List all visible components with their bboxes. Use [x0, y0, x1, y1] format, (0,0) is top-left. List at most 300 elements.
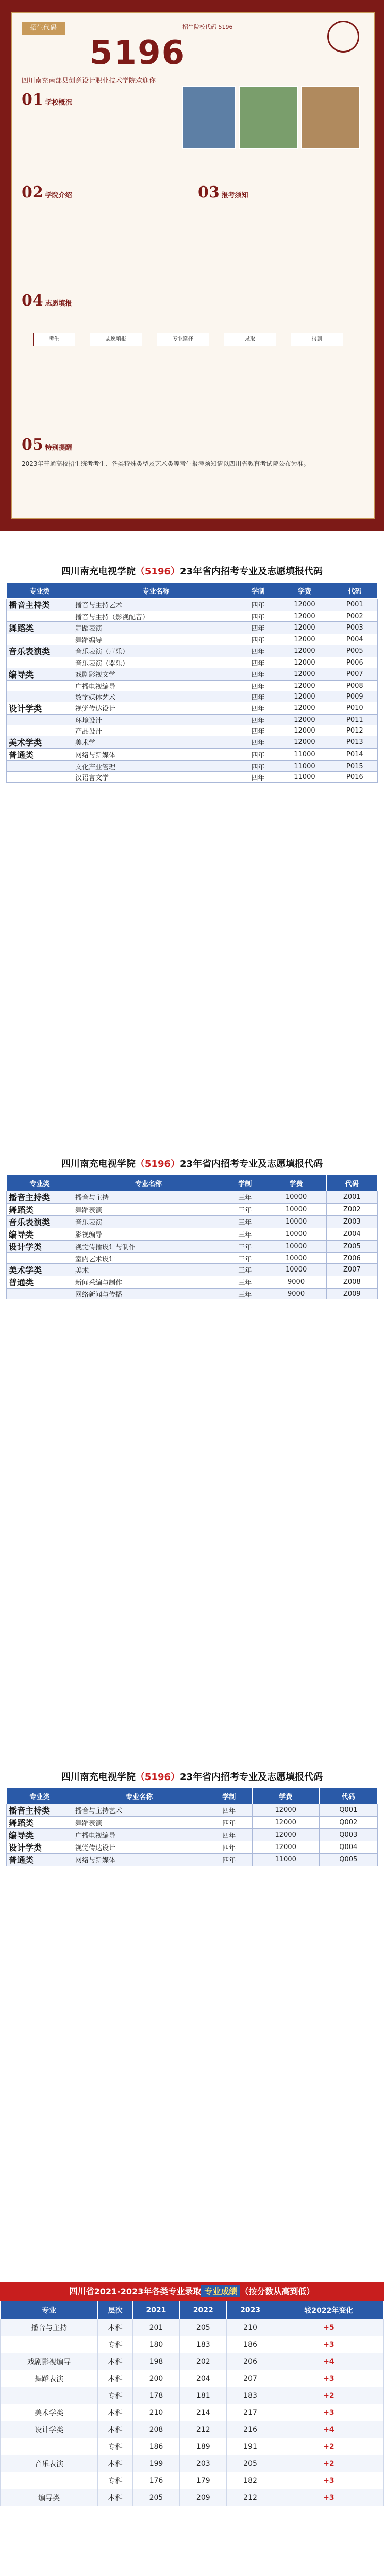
column-header: 2021: [132, 2301, 179, 2319]
table-cell: P012: [332, 725, 377, 736]
table-cell: 12000: [277, 668, 332, 681]
table-row: [7, 761, 378, 772]
table-cell: 本科: [98, 2455, 132, 2472]
flow-step: 志愿填报: [90, 333, 142, 346]
table-row: [7, 772, 378, 783]
table-cell: 11000: [252, 1854, 319, 1866]
table-cell: +2: [274, 2438, 383, 2455]
table-cell: 三年: [224, 1264, 266, 1276]
table-cell: 音乐表演类: [7, 645, 73, 657]
table-cell: Z005: [326, 1241, 377, 1253]
table-cell: 网络与新媒体: [73, 749, 239, 761]
table-cell: 播音与主持艺术: [73, 1804, 206, 1817]
table-cell: 12000: [277, 611, 332, 622]
table-cell: 音乐表演（声乐）: [73, 645, 239, 657]
table-cell: 205: [227, 2455, 274, 2472]
table-cell: 舞蹈表演: [73, 622, 239, 634]
table-cell: 播音与主持: [1, 2319, 98, 2336]
table-cell: Z006: [326, 1253, 377, 1264]
table-cell: Q002: [319, 1817, 377, 1829]
table-cell: 189: [180, 2438, 227, 2455]
table-cell: P005: [332, 645, 377, 657]
table-cell: 广播电视编导: [73, 1829, 206, 1841]
table-cell: 212: [180, 2421, 227, 2438]
table-row: [7, 1829, 378, 1841]
table-cell: 音乐表演: [73, 1216, 224, 1228]
table-cell: 207: [227, 2370, 274, 2387]
table-row: [1, 2336, 384, 2353]
table-row: [7, 725, 378, 736]
table-row: [7, 1204, 378, 1216]
column-header: 代码: [332, 583, 377, 599]
column-header: 代码: [319, 1788, 377, 1804]
table-cell: 舞蹈类: [7, 1204, 73, 1216]
table-row: [1, 2438, 384, 2455]
table-cell: 普通类: [7, 1276, 73, 1289]
table-row: [7, 1289, 378, 1299]
table-cell: [1, 2387, 98, 2404]
section-05: 05 特别提醒 2023年普通高校招生统考考生、各类特殊类型及艺术类等考生报考须知请以四川省教育考试院公布为准。: [22, 436, 362, 468]
table-row: [1, 2387, 384, 2404]
table-row: [7, 1191, 378, 1204]
table-cell: [7, 761, 73, 772]
table-cell: 室内艺术设计: [73, 1253, 224, 1264]
table-cell: 四年: [239, 657, 277, 668]
table-cell: +3: [274, 2336, 383, 2353]
table-cell: 播音主持类: [7, 1804, 73, 1817]
score-table-header: 四川省2021-2023年各类专业录取 专业成绩 （按分数从高到低）: [0, 2282, 384, 2301]
table-row: [7, 611, 378, 622]
table-cell: 186: [132, 2438, 179, 2455]
table-cell: +4: [274, 2353, 383, 2370]
table-cell: P003: [332, 622, 377, 634]
code-badge: 招生代码: [22, 22, 65, 35]
column-header: 专业类: [7, 583, 73, 599]
table-cell: 专科: [98, 2472, 132, 2489]
table-cell: Q003: [319, 1829, 377, 1841]
table-cell: 191: [227, 2438, 274, 2455]
table-cell: 专科: [98, 2438, 132, 2455]
table-cell: 10000: [266, 1264, 326, 1276]
table-cell: 本科: [98, 2370, 132, 2387]
column-header: 专业类: [7, 1175, 73, 1191]
table-cell: 编导类: [1, 2489, 98, 2506]
table-cell: +2: [274, 2455, 383, 2472]
section-04: 04 志愿填报: [22, 292, 72, 310]
table-cell: 12000: [277, 634, 332, 645]
table-cell: 美术学类: [1, 2404, 98, 2421]
table-cell: 12000: [277, 657, 332, 668]
table-cell: P016: [332, 772, 377, 783]
table-cell: 四年: [239, 772, 277, 783]
table-cell: [7, 1289, 73, 1299]
table-cell: 180: [132, 2336, 179, 2353]
table-cell: 舞蹈表演: [1, 2370, 98, 2387]
table-cell: P007: [332, 668, 377, 681]
table-cell: 217: [227, 2404, 274, 2421]
table-cell: +2: [274, 2387, 383, 2404]
table-cell: 专科: [98, 2387, 132, 2404]
column-header: 学制: [239, 583, 277, 599]
table-cell: 舞蹈类: [7, 1817, 73, 1829]
flow-step: 录取: [224, 333, 276, 346]
column-header: 2022: [180, 2301, 227, 2319]
table-cell: 播音主持类: [7, 599, 73, 611]
table-cell: 播音与主持（影视配音）: [73, 611, 239, 622]
table-row: [7, 634, 378, 645]
table-row: [1, 2472, 384, 2489]
table-cell: Z008: [326, 1276, 377, 1289]
table-cell: 舞蹈类: [7, 622, 73, 634]
table-cell: 四年: [239, 681, 277, 691]
table-cell: 影视编导: [73, 1228, 224, 1241]
table-cell: 戏剧影视文学: [73, 668, 239, 681]
column-header: 学费: [266, 1175, 326, 1191]
table-cell: 四年: [206, 1854, 252, 1866]
table-title: 四川南充电视学院（5196）23年省内招考专业及志愿填报代码: [61, 1772, 323, 1783]
table-row: [7, 691, 378, 702]
table-cell: 203: [180, 2455, 227, 2472]
banner-card: [11, 12, 375, 519]
table-row: [7, 1804, 378, 1817]
column-header: 学制: [224, 1175, 266, 1191]
table-cell: 四年: [206, 1841, 252, 1854]
section-01: 01 学校概况: [22, 91, 72, 109]
table-cell: +5: [274, 2319, 383, 2336]
table-cell: [7, 725, 73, 736]
column-header: 专业类: [7, 1788, 73, 1804]
table-cell: 产品设计: [73, 725, 239, 736]
table-cell: 216: [227, 2421, 274, 2438]
table-cell: P010: [332, 702, 377, 715]
flow-step: 专业选择: [157, 333, 209, 346]
table-row: [7, 645, 378, 657]
table-cell: 210: [227, 2319, 274, 2336]
table-cell: P004: [332, 634, 377, 645]
column-header: 层次: [98, 2301, 132, 2319]
table-cell: [7, 691, 73, 702]
column-header: 较2022年变化: [274, 2301, 383, 2319]
table-row: [7, 1228, 378, 1241]
table-cell: 200: [132, 2370, 179, 2387]
table-cell: 12000: [277, 691, 332, 702]
table-cell: 环境设计: [73, 715, 239, 725]
table-cell: P008: [332, 681, 377, 691]
table-cell: 12000: [277, 599, 332, 611]
table-cell: 四年: [239, 611, 277, 622]
table-cell: 网络新闻与传播: [73, 1289, 224, 1299]
table-cell: 四年: [239, 736, 277, 749]
table-cell: 204: [180, 2370, 227, 2387]
table-cell: 美术: [73, 1264, 224, 1276]
table-cell: Z001: [326, 1191, 377, 1204]
table-cell: 11000: [277, 749, 332, 761]
table-cell: 三年: [224, 1276, 266, 1289]
table-cell: 12000: [252, 1841, 319, 1854]
table-row: [7, 1241, 378, 1253]
table-row: [1, 2319, 384, 2336]
table-row: [7, 1216, 378, 1228]
table-cell: 12000: [252, 1817, 319, 1829]
table-cell: P009: [332, 691, 377, 702]
table-cell: 编导类: [7, 1228, 73, 1241]
table-cell: Z009: [326, 1289, 377, 1299]
table-cell: 视觉传播设计与制作: [73, 1241, 224, 1253]
header-banner: [0, 0, 384, 531]
table-cell: 编导类: [7, 1829, 73, 1841]
column-header: 专业名称: [73, 1175, 224, 1191]
table-cell: 四年: [239, 691, 277, 702]
table-cell: 广播电视编导: [73, 681, 239, 691]
table-cell: [7, 611, 73, 622]
table-cell: 四年: [239, 668, 277, 681]
table-row: [1, 2404, 384, 2421]
column-header: 专业名称: [73, 583, 239, 599]
column-header: 专业名称: [73, 1788, 206, 1804]
table-cell: 普通类: [7, 749, 73, 761]
column-header: 2023: [227, 2301, 274, 2319]
table-cell: 设计学类: [7, 702, 73, 715]
table-cell: 四年: [206, 1829, 252, 1841]
table-cell: 9000: [266, 1276, 326, 1289]
table-row: [7, 702, 378, 715]
table-cell: 11000: [277, 761, 332, 772]
table-row: [1, 2455, 384, 2472]
school-code: 5196: [90, 34, 186, 72]
table-cell: 四年: [239, 634, 277, 645]
table-row: [7, 1276, 378, 1289]
table-row: [7, 622, 378, 634]
table-cell: Q001: [319, 1804, 377, 1817]
table-cell: 205: [180, 2319, 227, 2336]
table-row: [1, 2421, 384, 2438]
table-cell: 汉语言文学: [73, 772, 239, 783]
table-cell: 214: [180, 2404, 227, 2421]
table-cell: P014: [332, 749, 377, 761]
table-cell: +3: [274, 2489, 383, 2506]
table-cell: 181: [180, 2387, 227, 2404]
table-cell: 新闻采编与制作: [73, 1276, 224, 1289]
column-header: 学费: [252, 1788, 319, 1804]
table-cell: 美术学: [73, 736, 239, 749]
table-cell: 网络与新媒体: [73, 1854, 206, 1866]
table-cell: 12000: [277, 736, 332, 749]
table-row: [7, 599, 378, 611]
banner-subtitle: 四川南充南部县创意设计职业技术学院欢迎你: [22, 77, 156, 85]
table-row: [1, 2489, 384, 2506]
table-cell: 10000: [266, 1253, 326, 1264]
table-cell: 本科: [98, 2421, 132, 2438]
table-row: [7, 715, 378, 725]
table-cell: 戏剧影视编导: [1, 2353, 98, 2370]
table-cell: 舞蹈表演: [73, 1817, 206, 1829]
column-header: 学费: [277, 583, 332, 599]
table-cell: 三年: [224, 1228, 266, 1241]
table-cell: Q004: [319, 1841, 377, 1854]
banner-top-text: 招生院校代码 5196: [182, 24, 233, 30]
table-cell: 10000: [266, 1228, 326, 1241]
table-row: [7, 1817, 378, 1829]
table-cell: 12000: [252, 1829, 319, 1841]
plan-table: [6, 1788, 378, 1866]
notice-text: 2023年普通高校招生统考考生、各类特殊类型及艺术类等考生报考须知请以四川省教育考试院公布为准。: [22, 460, 310, 467]
table-row: [7, 1841, 378, 1854]
table-cell: P001: [332, 599, 377, 611]
table-row: [7, 657, 378, 668]
table-cell: 播音与主持艺术: [73, 599, 239, 611]
table-cell: 四年: [239, 749, 277, 761]
table-cell: 舞蹈编导: [73, 634, 239, 645]
table-cell: Z003: [326, 1216, 377, 1228]
table-cell: 三年: [224, 1216, 266, 1228]
table-cell: 212: [227, 2489, 274, 2506]
table-cell: +4: [274, 2421, 383, 2438]
table-cell: 10000: [266, 1216, 326, 1228]
table-cell: Z004: [326, 1228, 377, 1241]
table-cell: [1, 2438, 98, 2455]
table-cell: [7, 657, 73, 668]
table-cell: 专科: [98, 2336, 132, 2353]
table-cell: 205: [132, 2489, 179, 2506]
table-cell: 四年: [239, 725, 277, 736]
table-title: 四川南充电视学院（5196）23年省内招考专业及志愿填报代码: [61, 1159, 323, 1170]
table-cell: 本科: [98, 2489, 132, 2506]
table-cell: 本科: [98, 2353, 132, 2370]
plan-table: [6, 582, 378, 783]
table-cell: 四年: [239, 599, 277, 611]
table-cell: Z002: [326, 1204, 377, 1216]
table-cell: 数字媒体艺术: [73, 691, 239, 702]
table-cell: 12000: [277, 622, 332, 634]
table-cell: 12000: [277, 715, 332, 725]
table-cell: 198: [132, 2353, 179, 2370]
flow-step: 报到: [291, 333, 343, 346]
table-cell: 208: [132, 2421, 179, 2438]
table-cell: 209: [180, 2489, 227, 2506]
table-cell: 舞蹈表演: [73, 1204, 224, 1216]
table-cell: Z007: [326, 1264, 377, 1276]
table-cell: 12000: [277, 725, 332, 736]
table-cell: 199: [132, 2455, 179, 2472]
column-header: 专业: [1, 2301, 98, 2319]
table-row: [7, 1854, 378, 1866]
table-cell: +3: [274, 2404, 383, 2421]
table-cell: P011: [332, 715, 377, 725]
table-cell: 210: [132, 2404, 179, 2421]
table-cell: [7, 715, 73, 725]
plan-table: [6, 1175, 378, 1299]
table-cell: 三年: [224, 1191, 266, 1204]
table-row: [7, 736, 378, 749]
table-cell: [1, 2472, 98, 2489]
section-03: 03 报考须知: [198, 183, 248, 201]
table-cell: 12000: [277, 645, 332, 657]
table-row: [7, 749, 378, 761]
table-cell: 三年: [224, 1253, 266, 1264]
table-row: [7, 1264, 378, 1276]
table-cell: 四年: [239, 645, 277, 657]
score-table: [0, 2301, 384, 2506]
flow-step: 考生: [33, 333, 75, 346]
table-cell: 设计学类: [1, 2421, 98, 2438]
table-cell: [7, 772, 73, 783]
table-cell: 本科: [98, 2404, 132, 2421]
table-cell: 四年: [239, 715, 277, 725]
column-header: 学制: [206, 1788, 252, 1804]
table-row: [1, 2370, 384, 2387]
table-cell: 美术学类: [7, 736, 73, 749]
table-cell: +3: [274, 2472, 383, 2489]
table-cell: 186: [227, 2336, 274, 2353]
table-row: [7, 681, 378, 691]
table-cell: 视觉传达设计: [73, 702, 239, 715]
table-cell: 206: [227, 2353, 274, 2370]
table-cell: 三年: [224, 1241, 266, 1253]
section-02: 02 学院介绍: [22, 183, 72, 201]
table-cell: 178: [132, 2387, 179, 2404]
table-cell: 美术学类: [7, 1264, 73, 1276]
table-cell: 201: [132, 2319, 179, 2336]
table-cell: 音乐表演类: [7, 1216, 73, 1228]
table-cell: 176: [132, 2472, 179, 2489]
table-cell: 设计学类: [7, 1841, 73, 1854]
table-cell: 9000: [266, 1289, 326, 1299]
table-cell: 本科: [98, 2319, 132, 2336]
table-cell: P002: [332, 611, 377, 622]
table-cell: 四年: [206, 1817, 252, 1829]
table-cell: [7, 1253, 73, 1264]
school-logo-icon: [327, 21, 359, 53]
table-cell: 四年: [239, 622, 277, 634]
table-row: [1, 2353, 384, 2370]
table-title: 四川南充电视学院（5196）23年省内招考专业及志愿填报代码: [61, 566, 323, 577]
table-cell: 三年: [224, 1289, 266, 1299]
table-cell: 12000: [252, 1804, 319, 1817]
column-header: 代码: [326, 1175, 377, 1191]
table-cell: 普通类: [7, 1854, 73, 1866]
table-row: [7, 668, 378, 681]
table-cell: 11000: [277, 772, 332, 783]
table-cell: 音乐表演（器乐）: [73, 657, 239, 668]
table-cell: +3: [274, 2370, 383, 2387]
table-cell: 编导类: [7, 668, 73, 681]
table-cell: 10000: [266, 1241, 326, 1253]
table-cell: 设计学类: [7, 1241, 73, 1253]
table-cell: 四年: [239, 702, 277, 715]
table-cell: 12000: [277, 702, 332, 715]
table-cell: P006: [332, 657, 377, 668]
table-cell: [1, 2336, 98, 2353]
table-cell: [7, 634, 73, 645]
table-row: [7, 1253, 378, 1264]
table-cell: 12000: [277, 681, 332, 691]
table-cell: 202: [180, 2353, 227, 2370]
table-cell: 播音主持类: [7, 1191, 73, 1204]
table-cell: 四年: [206, 1804, 252, 1817]
table-cell: Q005: [319, 1854, 377, 1866]
table-cell: 10000: [266, 1204, 326, 1216]
table-cell: P015: [332, 761, 377, 772]
table-cell: 10000: [266, 1191, 326, 1204]
table-cell: 文化产业管理: [73, 761, 239, 772]
table-cell: 视觉传达设计: [73, 1841, 206, 1854]
table-cell: 三年: [224, 1204, 266, 1216]
table-cell: 183: [227, 2387, 274, 2404]
table-cell: 四年: [239, 761, 277, 772]
table-cell: 182: [227, 2472, 274, 2489]
table-cell: 音乐表演: [1, 2455, 98, 2472]
table-cell: [7, 681, 73, 691]
